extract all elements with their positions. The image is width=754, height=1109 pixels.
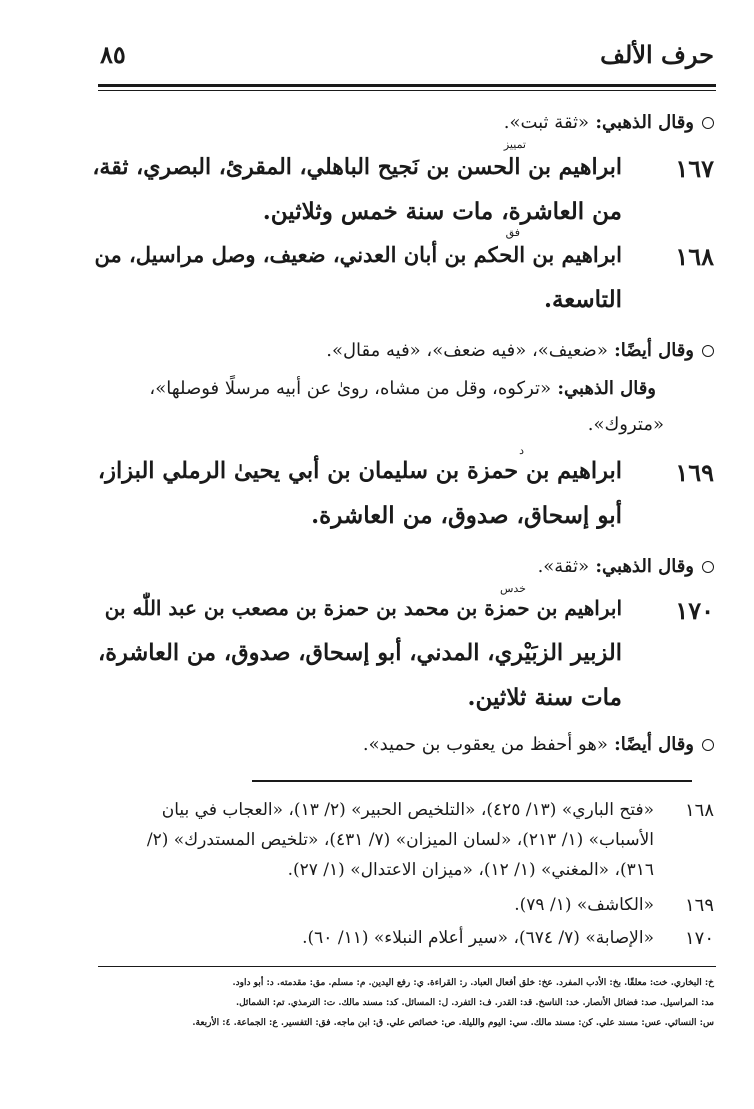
footnote-number-169: ١٦٩ — [684, 895, 714, 916]
entry-168-line-1: ابراهيم بن الحكم بن أبان العدني، ضعيف، وصل مراسيل، من — [94, 242, 622, 267]
entry-170-line-1: ابراهيم بن حمزة بن محمد بن حمزة بن مصعب بن عبد اللّٰه بن — [104, 596, 622, 620]
circle-bullet-icon — [702, 561, 714, 573]
ayda-note-5 — [363, 734, 714, 755]
abbreviations-line-3: س: النسائي. عس: مسند علي. كن: مسند مالك. سي: اليوم والليلة. ص: خصائص علي. ق: ابن ماجه. فق: التفسير. ع: الجماعة. ٤: الأربعة. — [192, 1018, 714, 1028]
footnote-169-line-1: «الكاشف» (١/ ٧٩). — [514, 895, 654, 915]
entry-167-line-1: ابراهيم بن الحسن بن نَجيح الباهلي، المقرئ، البصري، ثقة، — [92, 154, 622, 180]
header-rule-thin — [98, 90, 716, 91]
abbreviations-line-1: خ: البخاري. خت: معلقًا. بخ: الأدب المفرد. عخ: خلق أفعال العباد. ر: القراءة. ي: رفع اليدين. م: مسلم. مق: مقدمته. د: أبو داود. — [232, 978, 714, 988]
header-rule-thick — [98, 84, 716, 87]
footnote-number-168: ١٦٨ — [684, 800, 714, 821]
note-quote: «ثقة». — [537, 556, 590, 577]
footnote-number-170: ١٧٠ — [684, 928, 714, 949]
circle-bullet-icon — [702, 739, 714, 751]
dhahabi-note-4 — [538, 556, 714, 577]
dhahabi-note-1 — [504, 112, 714, 133]
footnote-170-line-1: «الإصابة» (٧/ ٦٧٤)، «سير أعلام النبلاء» (١١/ ٦٠). — [302, 928, 654, 948]
note-quote-line-2: «متروك». — [587, 414, 664, 435]
entry-170-line-2: الزبير الزبَيْري، المدني، أبو إسحاق، صدوق، من العاشرة، — [97, 640, 622, 666]
circle-bullet-icon — [702, 117, 714, 129]
entry-170-line-3: مات سنة ثلاثين. — [467, 684, 622, 711]
chapter-title: حرف الألف — [600, 40, 714, 69]
note-label: وقال الذهبي: — [595, 556, 694, 577]
note-quote: «ثقة ثبت». — [503, 112, 590, 133]
circle-bullet-icon — [702, 345, 714, 357]
rijal-symbol-169: د — [519, 444, 524, 457]
rijal-symbol-170: خدس — [499, 582, 526, 595]
note-quote: «ضعيف»، «فيه ضعف»، «فيه مقال». — [326, 340, 608, 361]
note-quote: «هو أحفظ من يعقوب بن حميد». — [362, 734, 608, 755]
ayda-note-2 — [326, 340, 714, 361]
rijal-symbol-167: تمييز — [503, 138, 526, 151]
abbreviations-line-2: مد: المراسيل. صد: فضائل الأنصار. خد: الناسخ. قد: القدر. ف: التفرد. ل: المسائل. كد: مسند مالك. ت: الترمذي. تم: الشمائل. — [235, 998, 714, 1008]
entry-number-170: ١٧٠ — [675, 596, 714, 625]
note-label: وقال أيضًا: — [614, 340, 694, 361]
entry-167-line-2: من العاشرة، مات سنة خمس وثلاثين. — [262, 198, 622, 225]
note-label: وقال الذهبي: — [595, 112, 694, 133]
footnote-168-line-1: «فتح الباري» (١٣/ ٤٢٥)، «التلخيص الحبير» (٢/ ١٣)، «العجاب في بيان — [161, 800, 654, 820]
dhahabi-note-3 — [149, 378, 656, 399]
rijal-symbol-168: فق — [505, 226, 520, 239]
footnote-168-line-3: ٣١٦)، «المغني» (١/ ١٢)، «ميزان الاعتدال» (١/ ٢٧). — [287, 860, 654, 880]
entry-number-167: ١٦٧ — [675, 154, 714, 183]
footnote-168-line-2: الأسباب» (١/ ٢١٣)، «لسان الميزان» (٧/ ٤٣١)، «تلخيص المستدرك» (٢/ — [146, 830, 654, 850]
entry-168-line-2: التاسعة. — [543, 286, 622, 313]
note-label: وقال الذهبي: — [557, 378, 656, 399]
note-label: وقال أيضًا: — [614, 734, 694, 755]
entry-number-169: ١٦٩ — [675, 458, 714, 487]
entry-169-line-1: ابراهيم بن حمزة بن سليمان بن أبي يحيىٰ الرملي البزاز، — [97, 458, 622, 484]
entry-169-line-2: أبو إسحاق، صدوق، من العاشرة. — [311, 502, 622, 529]
page-number: ٨٥ — [100, 40, 126, 69]
abbreviations-rule — [98, 966, 716, 967]
note-quote-line-1: «تركوه، وقل من مشاه، روىٰ عن أبيه مرسلًا فوصلها»، — [149, 378, 552, 399]
footnote-rule — [252, 780, 692, 782]
entry-number-168: ١٦٨ — [675, 242, 714, 271]
